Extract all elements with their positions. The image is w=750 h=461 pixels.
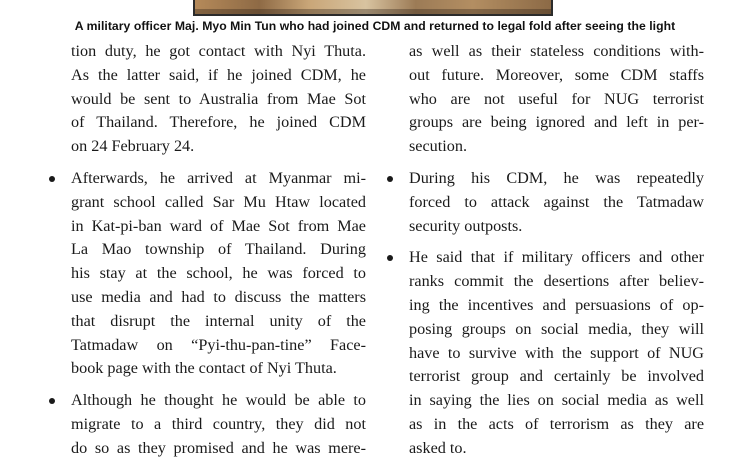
bullet-icon (49, 398, 55, 404)
photo-caption: A military officer Maj. Myo Min Tun who had joined CDM and returned to legal fold after seeing the light (74, 19, 676, 33)
continuation-paragraph (386, 40, 704, 159)
bullet-icon (387, 176, 393, 182)
text-line: Afterwards, he arrived at Myanmar mi- (71, 168, 366, 187)
bullet-paragraph (386, 246, 704, 460)
text-line: as well as their stateless conditions with- (409, 42, 704, 60)
text-line: out future. Moreover, some CDM staffs (409, 65, 704, 84)
text-line: ing the incentives and persuasions of op- (409, 295, 704, 314)
bullet-icon (387, 255, 393, 261)
bullet-paragraph (48, 167, 366, 381)
text-line: migrate to a third country, they did not (71, 414, 366, 433)
text-line: have to survive with the support of NUG (409, 343, 704, 362)
text-line: asked to. (409, 438, 467, 457)
text-line: do so as they promised and he was mere- (71, 438, 366, 457)
text-line: secution. (409, 137, 467, 156)
text-line: grant school called Sar Mu Htaw located (71, 192, 366, 211)
text-line: ranks commit the desertions after believ- (409, 272, 704, 291)
left-column (48, 40, 366, 461)
text-line: would be sent to Australia from Mae Sot (71, 89, 366, 108)
bullet-paragraph (48, 389, 366, 460)
text-line: As the latter said, if he joined CDM, he (71, 65, 366, 84)
text-line: forced to attack against the Tatmadaw (409, 192, 704, 211)
text-line: of Thailand. Therefore, he joined CDM (71, 113, 366, 132)
right-column (386, 40, 704, 461)
text-line: During his CDM, he was repeatedly (409, 168, 704, 187)
text-line: on 24 February 24. (71, 137, 195, 156)
text-line: book page with the contact of Nyi Thuta. (71, 359, 337, 378)
text-line: groups are being ignored and left in per- (409, 113, 704, 132)
text-line: La Mao township of Thailand. During (71, 240, 366, 259)
text-line: security outposts. (409, 216, 523, 235)
text-line: Although he thought he would be able to (71, 391, 366, 410)
text-line: in saying the lies on social media as well (409, 391, 704, 410)
continuation-paragraph (48, 40, 366, 159)
text-line: terrorist group and certainly be involved (409, 367, 704, 386)
text-line: use media and had to discuss the matters (71, 287, 366, 306)
text-line: posing groups on social media, they will (409, 319, 704, 338)
text-line: as in the acts of terrorism as they are (409, 414, 704, 433)
text-line: He said that if military officers and other (409, 248, 704, 267)
text-line: that disrupt the internal unity of the (71, 311, 366, 330)
bullet-paragraph (386, 167, 704, 238)
text-line: in Kat-pi-ban ward of Mae Sot from Mae (71, 216, 366, 235)
bullet-icon (49, 176, 55, 182)
text-line: tion duty, he got contact with Nyi Thuta. (71, 42, 366, 60)
text-line: Tatmadaw on “Pyi-thu-pan-tine” Face- (71, 335, 366, 354)
text-line: who are not useful for NUG terrorist (409, 89, 704, 108)
officer-photo (193, 0, 553, 16)
text-line: his stay at the school, he was forced to (71, 264, 366, 283)
